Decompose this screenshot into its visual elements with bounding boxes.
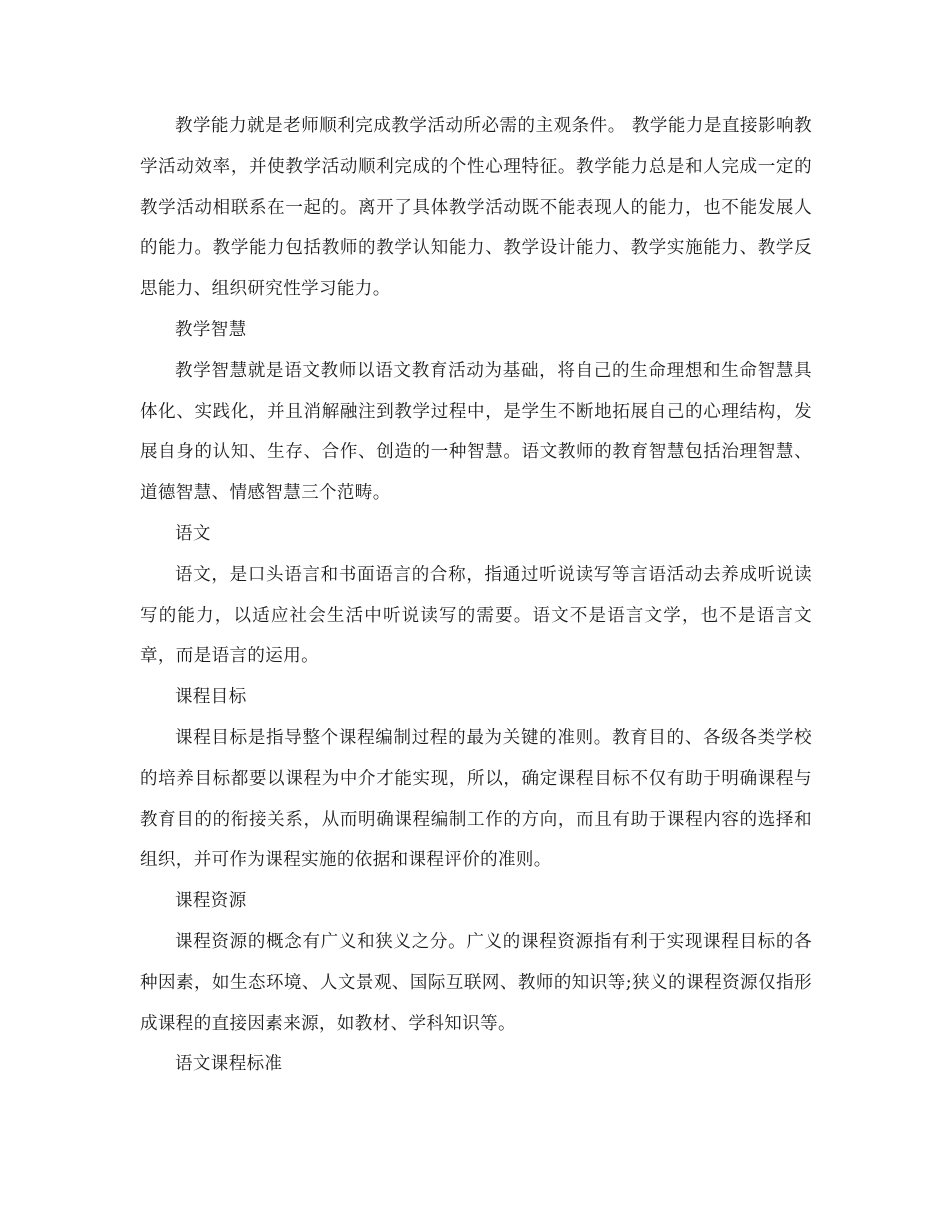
paragraph-curriculum-objectives: 课程目标是指导整个课程编制过程的最为关键的准则。教育目的、各级各类学校的培养目标都要以课程为中介才能实现，所以，确定课程目标不仅有助于明确课程与教育目的的衔接关系，从而明确课程编制工作的方向，而且有助于课程内容的选择和组织，并可作为课程实施的依据和课程评价的准则。 [140,727,812,871]
paragraph-curriculum-resources: 课程资源的概念有广义和狭义之分。广义的课程资源指有利于实现课程目标的各种因素，如生态环境、人文景观、国际互联网、教师的知识等;狭义的课程资源仅指形成课程的直接因素来源，如教材、学科知识等。 [140,931,812,1034]
heading-chinese-language: 语文 [175,523,211,544]
heading-curriculum-resources: 课程资源 [175,891,247,912]
heading-teaching-wisdom: 教学智慧 [175,319,247,340]
paragraph-chinese-language: 语文，是口头语言和书面语言的合称，指通过听说读写等言语活动去养成听说读写的能力，以适应社会生活中听说读写的需要。语文不是语言文学，也不是语言文章，而是语言的运用。 [140,564,812,667]
paragraph-teaching-ability: 教学能力就是老师顺利完成教学活动所必需的主观条件。 教学能力是直接影响教学活动效率，并使教学活动顺利完成的个性心理特征。教学能力总是和人完成一定的教学活动相联系在一起的。离开了具体教学活动既不能表现人的能力，也不能发展人的能力。教学能力包括教师的教学认知能力、教学设计能力、教学实施能力、教学反思能力、组织研究性学习能力。 [140,116,812,300]
paragraph-teaching-wisdom: 教学智慧就是语文教师以语文教育活动为基础，将自己的生命理想和生命智慧具体化、实践化，并且消解融注到教学过程中，是学生不断地拓展自己的心理结构，发展自身的认知、生存、合作、创造的一种智慧。语文教师的教育智慧包括治理智慧、道德智慧、情感智慧三个范畴。 [140,360,812,504]
heading-curriculum-objectives: 课程目标 [175,687,247,708]
document-page [140,106,812,1085]
heading-chinese-curriculum-standards: 语文课程标准 [175,1054,283,1075]
